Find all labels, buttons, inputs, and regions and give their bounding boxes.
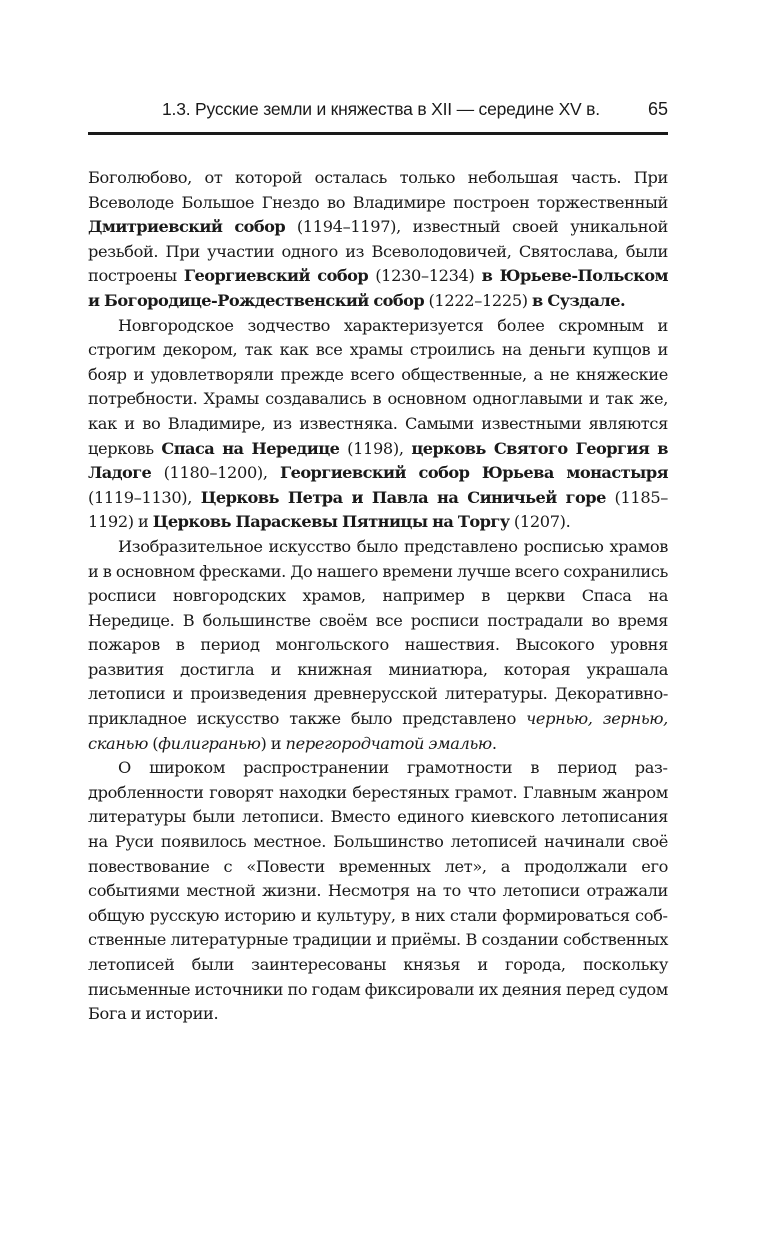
p2-text-3: (1180–1200),	[151, 463, 280, 483]
p1-bold-3: в Юрьеве-Польском и Богородице-Рождественский собор	[88, 266, 669, 310]
p1-bold-4: в Суздале.	[532, 290, 626, 310]
paragraph-2	[88, 314, 668, 535]
paragraph-3	[88, 535, 668, 756]
p1-text-3: (1230–1234)	[368, 266, 482, 286]
p2-text-4: (1119–1130),	[88, 487, 201, 507]
p3-text-4: .	[491, 733, 497, 753]
p3-italic-2: филигранью	[158, 733, 261, 753]
p4-text-1: О широком распространении грамотности в период раздробленности говорят находки берестяных грамот. Главным жанром литературы были летописи. Вместо единого киевского летописания на Руси появилось местное. Большинство летописей начинали своё повествование с «Повести временных лет», а продолжали его событиями местной жизни. Несмотря на то что летописи отражали общую русскую историю и культуру, в них стали формироваться собственные литературные традиции и приёмы. В создании собственных летописей были заинтересованы князья и города, поскольку письменные источники по годам фиксировали их деяния перед судом Бога и истории.	[88, 758, 668, 1024]
p3-italic-3: перегородчатой эмалью	[285, 733, 492, 753]
p3-text-2: (	[148, 733, 159, 753]
p1-bold-2: Георгиевский собор	[183, 266, 369, 286]
paragraph-1	[88, 166, 668, 314]
p1-text-1: Боголюбово, от которой осталась только небольшая часть. При Всеволоде Большое Гнездо во Владимире построен торжественный	[88, 168, 668, 212]
page-number: 65	[647, 99, 668, 119]
body-text	[88, 166, 668, 1027]
p2-text-5: (1185–1192) и	[88, 487, 669, 532]
p2-bold-1: Спаса на Нередице	[161, 438, 340, 458]
p2-text-6: (1207).	[509, 512, 571, 532]
p1-bold-1: Дмитриевский собор	[88, 217, 286, 237]
p2-bold-3: Георгиевский собор Юрьева монастыря	[279, 463, 668, 483]
p3-text-1: Изобразительное искусство было представлено росписью храмов и в основном фресками. До нашего времени лучше всего сохранились росписи новгородских храмов, например в церкви Спаса на Нередице. В большинстве своём все росписи пострадали во время пожаров в период монгольского нашествия. Высокого уровня развития достигла и книжная миниатюра, которая украшала летописи и произведения древнерусской литературы. Декоративно-прикладное искусство также было представлено	[88, 536, 668, 729]
running-head: 1.3. Русские земли и княжества в XII — середине XV в.	[162, 99, 600, 119]
p2-bold-5: Церковь Параскевы Пятницы на Торгу	[152, 512, 510, 532]
p1-text-2: (1194–1197), известный своей уникальной резьбой. При участии одного из Всеволодовичей, Святослава, были построены	[88, 217, 668, 286]
header-rule	[88, 132, 668, 135]
paragraph-4	[88, 756, 668, 1027]
p2-bold-2: церковь Святого Георгия в Ладоге	[88, 438, 668, 483]
p1-text-4: (1222–1225)	[424, 290, 533, 310]
p3-italic-1: чернью, зернью, сканью	[88, 709, 668, 753]
p2-bold-4: Церковь Петра и Павла на Синичьей горе	[200, 487, 606, 507]
p2-text-1: Новгородское зодчество характеризуется более скромным и строгим декором, так как все храмы строились на деньги купцов и бояр и удовлетворяли прежде всего общественные, а не княжеские потребности. Храмы создавались в основном одноглавыми и так же, как и во Владимире, из известняка. Самыми известными являются церковь	[88, 315, 668, 458]
p3-text-3: ) и	[260, 733, 286, 753]
p2-text-2: (1198),	[339, 438, 412, 458]
page-header	[88, 96, 668, 130]
